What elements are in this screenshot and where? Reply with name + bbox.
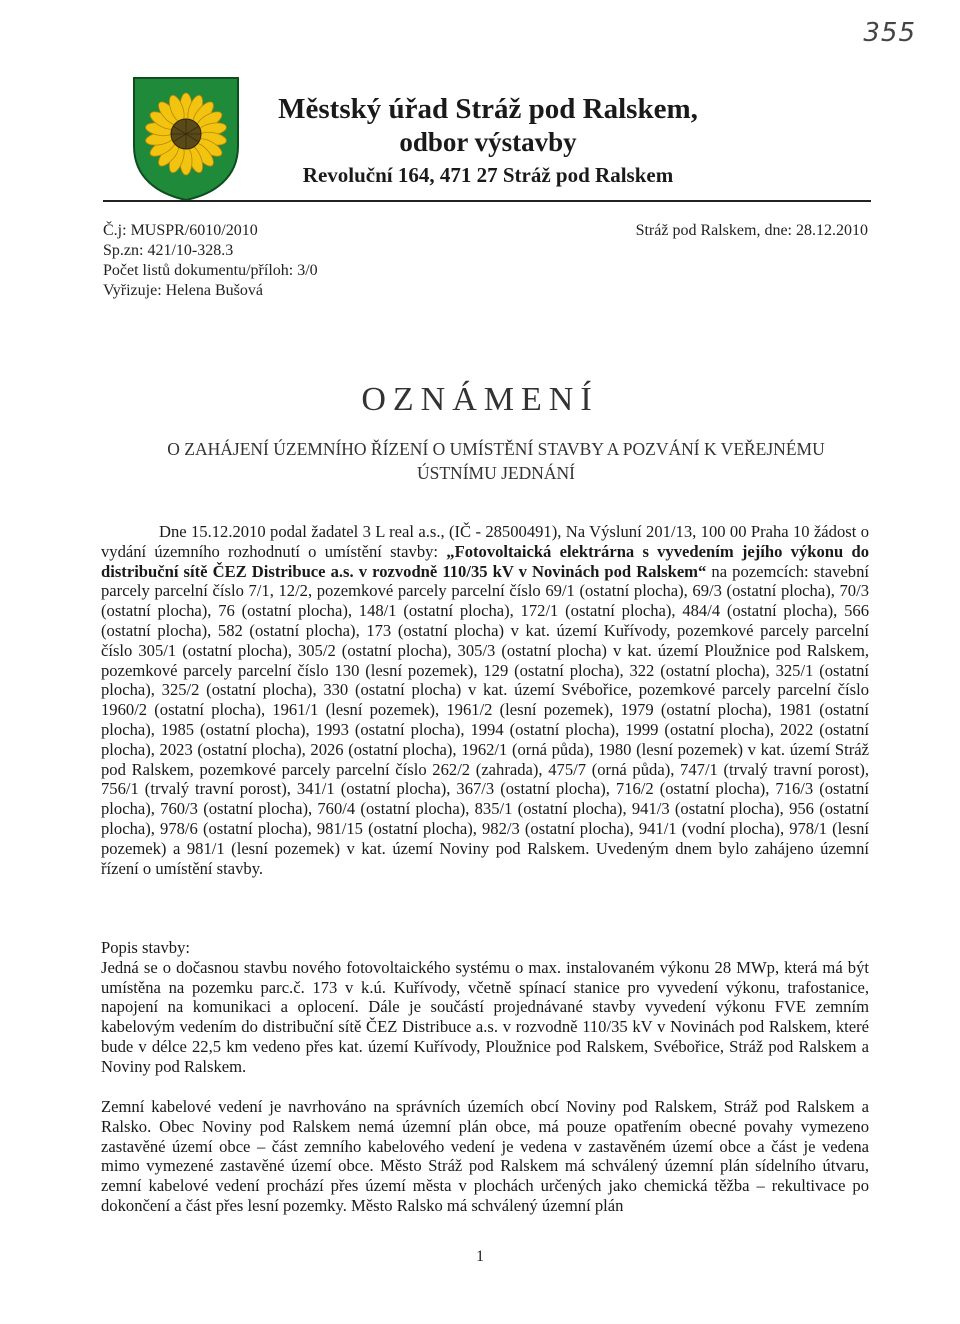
office-address: Revoluční 164, 471 27 Stráž pod Ralskem bbox=[302, 163, 674, 187]
subtitle-line-2: ÚSTNÍMU JEDNÁNÍ bbox=[417, 463, 575, 483]
application-text-intro: Dne 15.12.2010 podal žadatel 3 L real a.s., (IČ - 28500491), Na Výsluní 201/13, 100 00 Praha 10 žádost o vydání územního rozhodnutí o umístění stavby: bbox=[101, 522, 869, 561]
description-text: Jedná se o dočasnou stavbu nového fotovoltaického systému o max. instalovaném výkonu 28 MWp, která má být umístěna na pozemku parc.č. 173 v k.ú. Kuřívody, včetně spínací stanice pro vyvedení výkonu, trafostanice, napojení na komunikaci a oplocení. Dále je součástí projednávané stavby vyvedení výkonu FVE zemním kabelovým vedením do distribuční sítě ČEZ Distribuce a.s. v rozvodně 110/35 kV v Novinách pod Ralskem, které bude v délce 22,5 km vedeno přes kat. území Kuřívody, Ploužnice pod Ralskem, Svébořice, Stráž pod Ralskem a Noviny pod Ralskem. bbox=[101, 957, 869, 1076]
reference-block bbox=[103, 221, 318, 301]
page-number: 1 bbox=[476, 1248, 484, 1265]
header-divider bbox=[103, 200, 871, 202]
cable-paragraph bbox=[101, 1097, 869, 1216]
document-title: OZNÁMENÍ bbox=[361, 381, 599, 418]
office-name: Městský úřad Stráž pod Ralskem, bbox=[278, 93, 698, 125]
description-heading: Popis stavby: bbox=[101, 938, 190, 957]
construction-description bbox=[101, 938, 869, 1077]
office-heading bbox=[250, 92, 726, 190]
handwritten-page-number: 355 bbox=[863, 18, 916, 48]
reference-handler: Vyřizuje: Helena Bušová bbox=[103, 282, 263, 299]
project-name: „Fotovoltaická elektrárna s vyvedením jejího výkonu do distribuční sítě ČEZ Distribuce a.s. v rozvodně 110/35 kV v Novinách pod Ralskem“ bbox=[101, 541, 869, 581]
application-paragraph bbox=[101, 522, 869, 878]
document-subtitle bbox=[118, 437, 874, 485]
reference-cj: Č.j: MUSPR/6010/2010 bbox=[103, 222, 258, 239]
reference-page-count: Počet listů dokumentu/příloh: 3/0 bbox=[103, 262, 318, 279]
office-department: odbor výstavby bbox=[399, 127, 577, 157]
subtitle-line-1: O ZAHÁJENÍ ÚZEMNÍHO ŘÍZENÍ O UMÍSTĚNÍ STAVBY A POZVÁNÍ K VEŘEJNÉMU bbox=[167, 439, 825, 459]
application-parcels-text: na pozemcích: stavební parcely parcelní číslo 7/1, 12/2, pozemkové parcely parcelní číslo 69/1 (ostatní plocha), 69/3 (ostatní plocha), 70/3 (ostatní plocha), 76 (ostatní plocha), 148/1 (ostatní plocha), 172/1 (ostatní plocha), 484/4 (ostatní plocha), 566 (ostatní plocha), 582 (ostatní plocha), 173 (ostatní plocha) v kat. území Kuřívody, pozemkové parcely parcelní číslo 305/1 (ostatní plocha), 305/2 (ostatní plocha), 305/3 (ostatní plocha) v kat. území Ploužnice pod Ralskem, pozemkové parcely parcelní číslo 130 (lesní pozemek), 129 (ostatní plocha), 322 (ostatní plocha), 325/1 (ostatní plocha), 325/2 (ostatní plocha), 330 (ostatní plocha) v kat. území Svébořice, pozemkové parcely parcelní číslo 1960/2 (ostatní plocha), 1961/1 (lesní pozemek), 1961/2 (lesní pozemek), 1979 (ostatní plocha), 1981 (ostatní plocha), 1985 (ostatní plocha), 1993 (ostatní plocha), 1994 (ostatní plocha), 1999 (ostatní plocha), 2022 (ostatní plocha), 2023 (ostatní plocha), 2026 (ostatní plocha), 1962/1 (orná půda), 1980 (lesní pozemek) v kat. území Stráž pod Ralskem, pozemkové parcely parcelní číslo 262/2 (zahrada), 475/7 (orná půda), 747/1 (trvalý travní porost), 756/1 (trvalý travní porost), 341/1 (ostatní plocha), 367/3 (ostatní plocha), 716/2 (ostatní plocha), 716/3 (ostatní plocha), 760/3 (ostatní plocha), 760/4 (ostatní plocha), 835/1 (ostatní plocha), 941/3 (ostatní plocha), 956 (ostatní plocha), 978/6 (ostatní plocha), 981/15 (ostatní plocha), 982/3 (ostatní plocha), 941/1 (vodní plocha), 978/1 (lesní pozemek) a 981/1 (lesní pozemek) v kat. území Noviny pod Ralskem. Uvedeným dnem bylo zahájeno územní řízení o umístění stavby. bbox=[101, 561, 870, 878]
reference-spzn: Sp.zn: 421/10-328.3 bbox=[103, 242, 234, 259]
place-and-date: Stráž pod Ralskem, dne: 28.12.2010 bbox=[635, 222, 868, 239]
sunflower-crest-icon bbox=[130, 74, 242, 202]
cable-text: Zemní kabelové vedení je navrhováno na správních územích obcí Noviny pod Ralskem, Stráž pod Ralskem a Ralsko. Obec Noviny pod Ralskem nemá územní plán obce, má pouze opatřením obecné povahy vymezeno zastavěné území obce – část zemního kabelového vedení je vedena v zastavěném území obce a část je vedena mimo vymezené zastavěné území obce. Město Stráž pod Ralskem má schválený územní plán sídelního útvaru, zemní kabelové vedení prochází přes území města v plochách určených jako chemická těžba – rekultivace po dokončení a část přes lesní pozemky. Město Ralsko má schválený územní plán bbox=[101, 1097, 869, 1215]
